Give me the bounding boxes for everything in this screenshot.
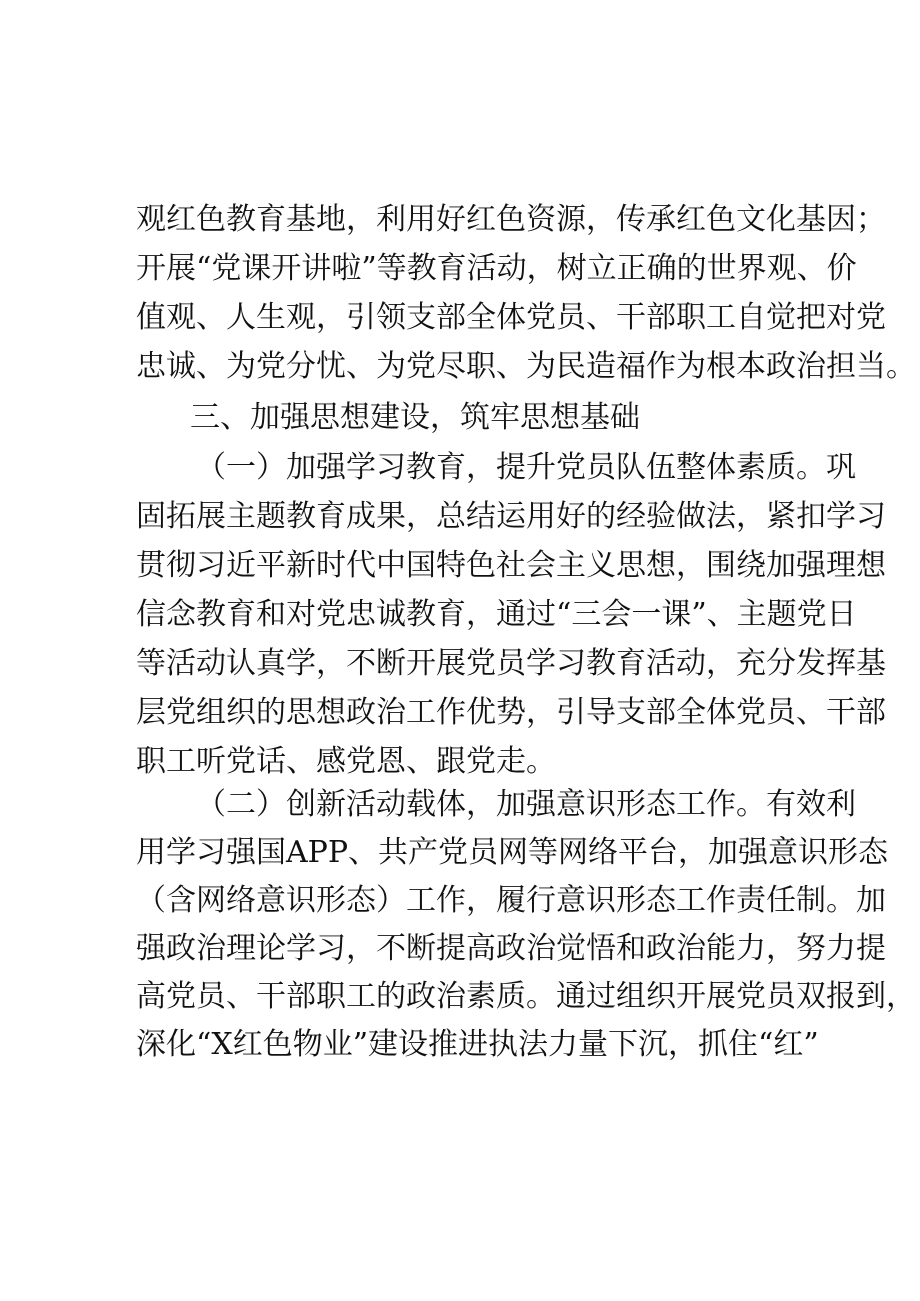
paragraph-line: 值观、人生观，引领支部全体党员、干部职工自觉把对党 — [136, 300, 886, 335]
paragraph-line: 高党员、干部职工的政治素质。通过组织开展党员双报到， — [136, 979, 916, 1014]
paragraph-line: 忠诚、为党分忧、为党尽职、为民造福作为根本政治担当。 — [136, 349, 916, 384]
paragraph-line: 职工听党话、感党恩、跟党走。 — [136, 744, 556, 779]
paragraph-line: 贯彻习近平新时代中国特色社会主义思想，围绕加强理想 — [136, 548, 886, 583]
paragraph-line: 强政治理论学习，不断提高政治觉悟和政治能力，努力提 — [136, 931, 886, 966]
paragraph-line: （含网络意识形态）工作，履行意识形态工作责任制。加 — [136, 883, 886, 918]
paragraph-line: 观红色教育基地，利用好红色资源，传承红色文化基因； — [136, 202, 886, 237]
paragraph-line: 层党组织的思想政治工作优势，引导支部全体党员、干部 — [136, 695, 886, 730]
paragraph-line: 开展“党课开讲啦”等教育活动，树立正确的世界观、价 — [136, 251, 857, 286]
paragraph-line: 信念教育和对党忠诚教育，通过“三会一课”、主题党日 — [136, 597, 857, 632]
section-heading: 三、加强思想建设，筑牢思想基础 — [190, 400, 640, 435]
paragraph-line: （二）创新活动载体，加强意识形态工作。有效利 — [196, 787, 856, 822]
paragraph-line: 等活动认真学，不断开展党员学习教育活动，充分发挥基 — [136, 646, 886, 681]
paragraph-line: 固拓展主题教育成果，总结运用好的经验做法，紧扣学习 — [136, 499, 886, 534]
paragraph-line: 用学习强国APP、共产党员网等网络平台，加强意识形态 — [136, 835, 889, 870]
paragraph-line: 深化“X红色物业”建设推进执法力量下沉，抓住“红” — [136, 1027, 819, 1062]
paragraph-line: （一）加强学习教育，提升党员队伍整体素质。巩 — [196, 450, 856, 485]
